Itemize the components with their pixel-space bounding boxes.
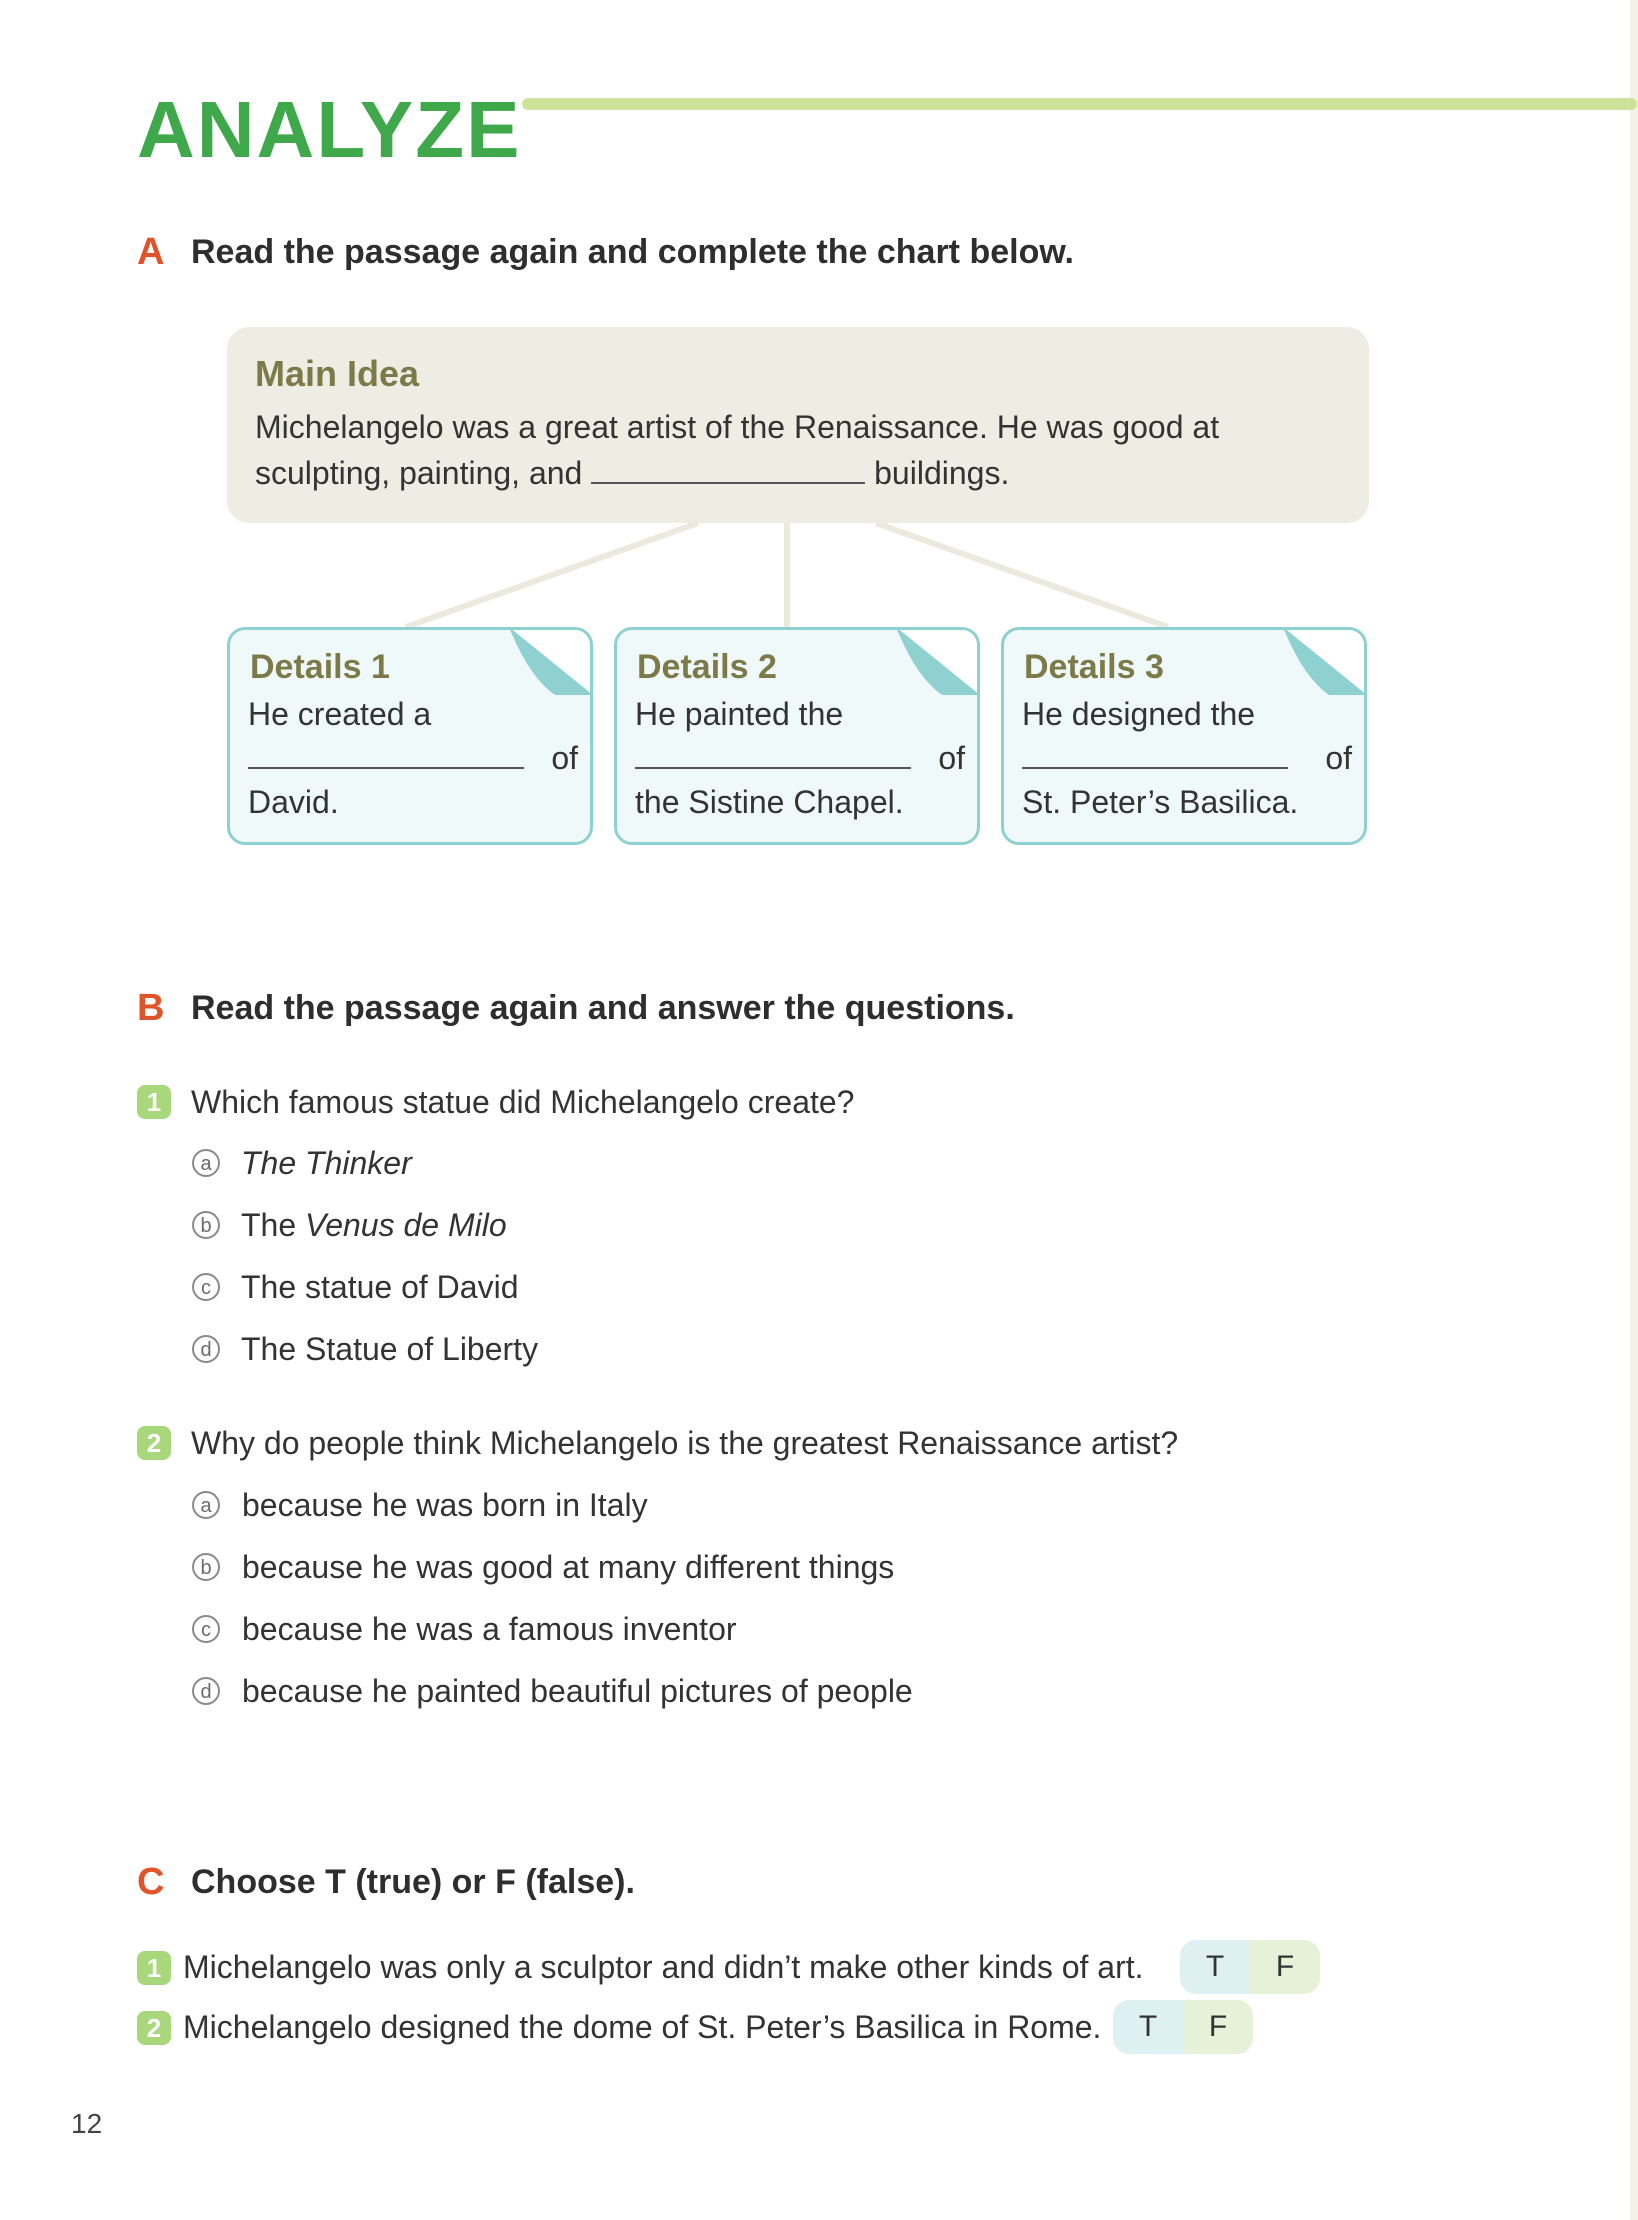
- page-fold-icon: [1283, 627, 1367, 695]
- tf-item-2-true[interactable]: T: [1113, 2000, 1183, 2054]
- details-2-blank[interactable]: [635, 767, 911, 769]
- main-idea-blank[interactable]: [591, 482, 865, 484]
- option-circle-1d[interactable]: d: [192, 1335, 220, 1363]
- option-circle-2d[interactable]: d: [192, 1677, 220, 1705]
- main-idea-line2-after: buildings.: [874, 455, 1010, 491]
- tf-item-1-true[interactable]: T: [1180, 1940, 1250, 1994]
- tf-item-1-number: 1: [137, 1951, 171, 1985]
- option-circle-2c[interactable]: c: [192, 1615, 220, 1643]
- tf-item-2-number: 2: [137, 2011, 171, 2045]
- section-c-instruction: Choose T (true) or F (false).: [191, 1863, 635, 1901]
- details-1-line1: He created a: [248, 696, 432, 732]
- option-2b[interactable]: because he was good at many different things: [242, 1549, 895, 1585]
- details-1-line2: [248, 736, 578, 780]
- tf-item-2-false[interactable]: F: [1183, 2000, 1253, 2054]
- tf-item-1-false[interactable]: F: [1250, 1940, 1320, 1994]
- title-rule: [522, 98, 1637, 110]
- option-1c[interactable]: The statue of David: [241, 1269, 519, 1305]
- connector-3: [876, 523, 1168, 627]
- tf-item-2-text: Michelangelo designed the dome of St. Peter’s Basilica in Rome.: [183, 2009, 1102, 2045]
- option-2c[interactable]: because he was a famous inventor: [242, 1611, 737, 1647]
- details-3-line2: [1022, 736, 1352, 780]
- option-1d[interactable]: The Statue of Liberty: [241, 1331, 539, 1367]
- details-1-label: Details 1: [250, 648, 390, 686]
- option-1b[interactable]: [241, 1203, 507, 1247]
- details-2-of: of: [938, 740, 965, 776]
- option-circle-2b[interactable]: b: [192, 1553, 220, 1581]
- section-a-letter: A: [137, 231, 165, 273]
- main-idea-label: Main Idea: [255, 353, 420, 394]
- section-b-letter: B: [137, 987, 165, 1029]
- details-3-label: Details 3: [1024, 648, 1164, 686]
- details-2-line1: He painted the: [635, 696, 844, 732]
- details-card-1: [227, 627, 593, 845]
- section-a-instruction: Read the passage again and complete the chart below.: [191, 233, 1074, 271]
- main-idea-line2: [255, 450, 1009, 496]
- details-3-line3: St. Peter’s Basilica.: [1022, 784, 1299, 820]
- main-idea-line2-before: sculpting, painting, and: [255, 455, 583, 491]
- details-3-line1: He designed the: [1022, 696, 1256, 732]
- page-fold-icon: [509, 627, 593, 695]
- option-2a[interactable]: because he was born in Italy: [242, 1487, 648, 1523]
- page-fold-icon: [896, 627, 980, 695]
- tf-item-1-choice: [1180, 1940, 1320, 1994]
- option-1b-title: Venus de Milo: [305, 1207, 507, 1243]
- details-3-blank[interactable]: [1022, 767, 1288, 769]
- connector-1: [406, 523, 698, 627]
- tf-item-2-choice: [1113, 2000, 1253, 2054]
- option-circle-1b[interactable]: b: [192, 1211, 220, 1239]
- question-1-text: Which famous statue did Michelangelo create?: [191, 1084, 855, 1120]
- page-number: 12: [71, 2108, 103, 2139]
- details-3-of: of: [1325, 740, 1352, 776]
- option-1b-prefix: The: [241, 1207, 297, 1243]
- question-1-number: 1: [137, 1085, 171, 1119]
- details-1-line3: David.: [248, 784, 339, 820]
- details-1-of: of: [551, 740, 578, 776]
- details-card-3: [1001, 627, 1367, 845]
- question-2-text: Why do people think Michelangelo is the greatest Renaissance artist?: [191, 1425, 1179, 1461]
- main-idea-line1: Michelangelo was a great artist of the Renaissance. He was good at: [255, 409, 1220, 445]
- section-b-instruction: Read the passage again and answer the questions.: [191, 989, 1015, 1027]
- details-2-label: Details 2: [637, 648, 777, 686]
- option-circle-1a[interactable]: a: [192, 1149, 220, 1177]
- details-2-line2: [635, 736, 965, 780]
- question-2-number: 2: [137, 1426, 171, 1460]
- details-card-2: [614, 627, 980, 845]
- option-2d[interactable]: because he painted beautiful pictures of people: [242, 1673, 913, 1709]
- page-title: ANALYZE: [137, 85, 522, 174]
- option-circle-2a[interactable]: a: [192, 1491, 220, 1519]
- page-edge: [1630, 0, 1638, 2220]
- section-c-letter: C: [137, 1861, 165, 1903]
- details-1-blank[interactable]: [248, 767, 524, 769]
- tf-item-1-text: Michelangelo was only a sculptor and didn’t make other kinds of art.: [183, 1949, 1144, 1985]
- details-2-line3: the Sistine Chapel.: [635, 784, 904, 820]
- option-1a[interactable]: The Thinker: [241, 1145, 412, 1181]
- option-circle-1c[interactable]: c: [192, 1273, 220, 1301]
